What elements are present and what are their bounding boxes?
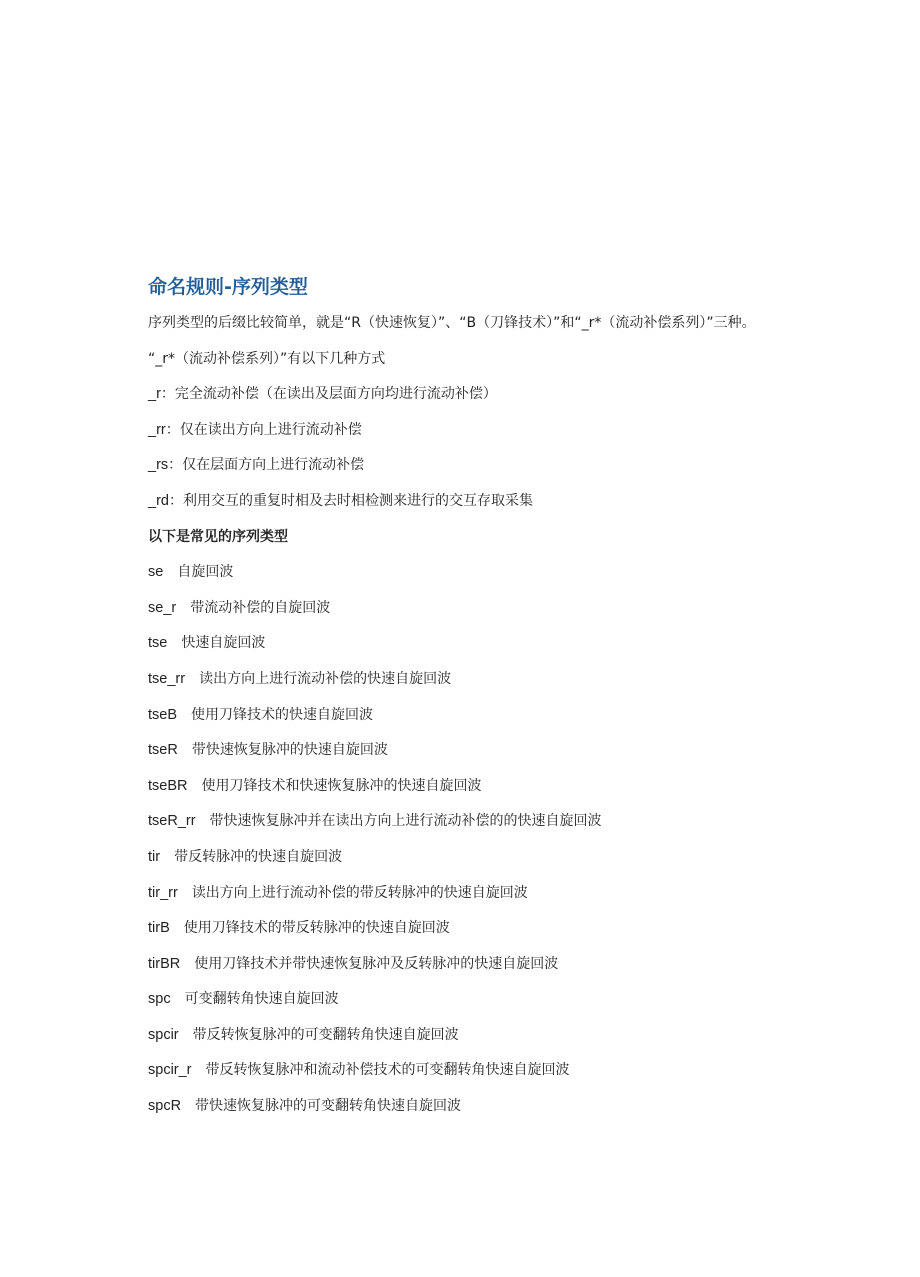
sequence-desc: 可变翻转角快速自旋回波 [184, 991, 339, 1008]
sequence-desc: 快速自旋回波 [181, 635, 266, 652]
sequence-desc: 带反转脉冲的快速自旋回波 [174, 848, 343, 865]
sequence-desc: 带反转恢复脉冲的可变翻转角快速自旋回波 [192, 1026, 459, 1043]
sequence-item [148, 876, 788, 912]
sequence-desc: 带流动补偿的自旋回波 [190, 599, 331, 616]
sequence-desc: 使用刀锋技术的带反转脉冲的快速自旋回波 [183, 920, 450, 937]
suffix-separator: ： [168, 492, 183, 509]
sequence-code: tseR [148, 742, 178, 759]
sequence-item [148, 947, 788, 983]
suffix-item [148, 484, 788, 520]
intro-paragraph: 序列类型的后缀比较简单，就是“R（快速恢复）”、“B（刀锋技术）”和“_r*（流动补偿系列）”三种。 [148, 315, 756, 331]
sequence-desc: 读出方向上进行流动补偿的带反转脉冲的快速自旋回波 [191, 884, 528, 901]
suffix-item [148, 413, 788, 449]
sequence-code: tirBR [148, 955, 181, 972]
sequence-desc: 带快速恢复脉冲的可变翻转角快速自旋回波 [195, 1098, 462, 1115]
suffix-desc: 完全流动补偿（在读出及层面方向均进行流动补偿） [174, 386, 497, 403]
sequence-desc: 使用刀锋技术的快速自旋回波 [191, 706, 374, 723]
sequence-code: tir [148, 848, 161, 865]
sequence-desc: 读出方向上进行流动补偿的快速自旋回波 [199, 670, 452, 687]
document-body [148, 270, 788, 1125]
sequence-item [148, 982, 788, 1018]
suffix-separator: ： [160, 386, 175, 403]
sequence-code: tseB [148, 706, 178, 723]
sequence-desc: 带反转恢复脉冲和流动补偿技术的可变翻转角快速自旋回波 [205, 1062, 570, 1079]
sequence-item [148, 1053, 788, 1089]
suffix-code: _r [148, 386, 161, 403]
sequence-item [148, 733, 788, 769]
page-title: 命名规则-序列类型 [148, 276, 308, 298]
sequence-code: spcR [148, 1098, 182, 1115]
sequence-item [148, 769, 788, 805]
sequence-code: tseR_rr [148, 813, 196, 830]
suffix-separator: ： [168, 457, 183, 474]
sequence-item [148, 804, 788, 840]
sequence-desc: 使用刀锋技术和快速恢复脉冲的快速自旋回波 [201, 777, 482, 794]
sequence-item [148, 840, 788, 876]
sequence-desc: 带快速恢复脉冲的快速自旋回波 [191, 742, 388, 759]
sequence-code: tir_rr [148, 884, 178, 901]
suffix-separator: ： [165, 421, 180, 438]
sequence-code: tirB [148, 920, 170, 937]
suffix-code: _rr [148, 421, 166, 438]
sequence-item [148, 911, 788, 947]
suffix-list [148, 377, 788, 519]
sequence-code: spcir_r [148, 1062, 192, 1079]
sequence-desc: 使用刀锋技术并带快速恢复脉冲及反转脉冲的快速自旋回波 [194, 955, 559, 972]
suffix-code: _rs [148, 457, 169, 474]
sequence-code: tse [148, 635, 168, 652]
suffix-desc: 仅在层面方向上进行流动补偿 [182, 457, 365, 474]
sequence-list [148, 555, 788, 1125]
sequence-item [148, 662, 788, 698]
suffix-desc: 利用交互的重复时相及去时相检测来进行的交互存取采集 [182, 492, 533, 509]
sequence-code: spcir [148, 1026, 179, 1043]
sequence-desc: 带快速恢复脉冲并在读出方向上进行流动补偿的的快速自旋回波 [209, 813, 602, 830]
sequence-item [148, 591, 788, 627]
flow-compensation-heading: “_r*（流动补偿系列）”有以下几种方式 [148, 350, 386, 367]
sequence-code: se [148, 564, 164, 581]
sequence-item [148, 626, 788, 662]
suffix-item [148, 448, 788, 484]
sequence-code: tse_rr [148, 670, 186, 687]
common-sequences-heading: 以下是常见的序列类型 [148, 528, 288, 545]
sequence-code: spc [148, 991, 171, 1008]
sequence-code: tseBR [148, 777, 188, 794]
sequence-desc: 自旋回波 [177, 564, 234, 581]
sequence-item [148, 555, 788, 591]
suffix-item [148, 377, 788, 413]
sequence-item [148, 1089, 788, 1125]
suffix-code: _rd [148, 492, 169, 509]
suffix-desc: 仅在读出方向上进行流动补偿 [179, 421, 362, 438]
sequence-item [148, 698, 788, 734]
sequence-code: se_r [148, 599, 177, 616]
sequence-item [148, 1018, 788, 1054]
